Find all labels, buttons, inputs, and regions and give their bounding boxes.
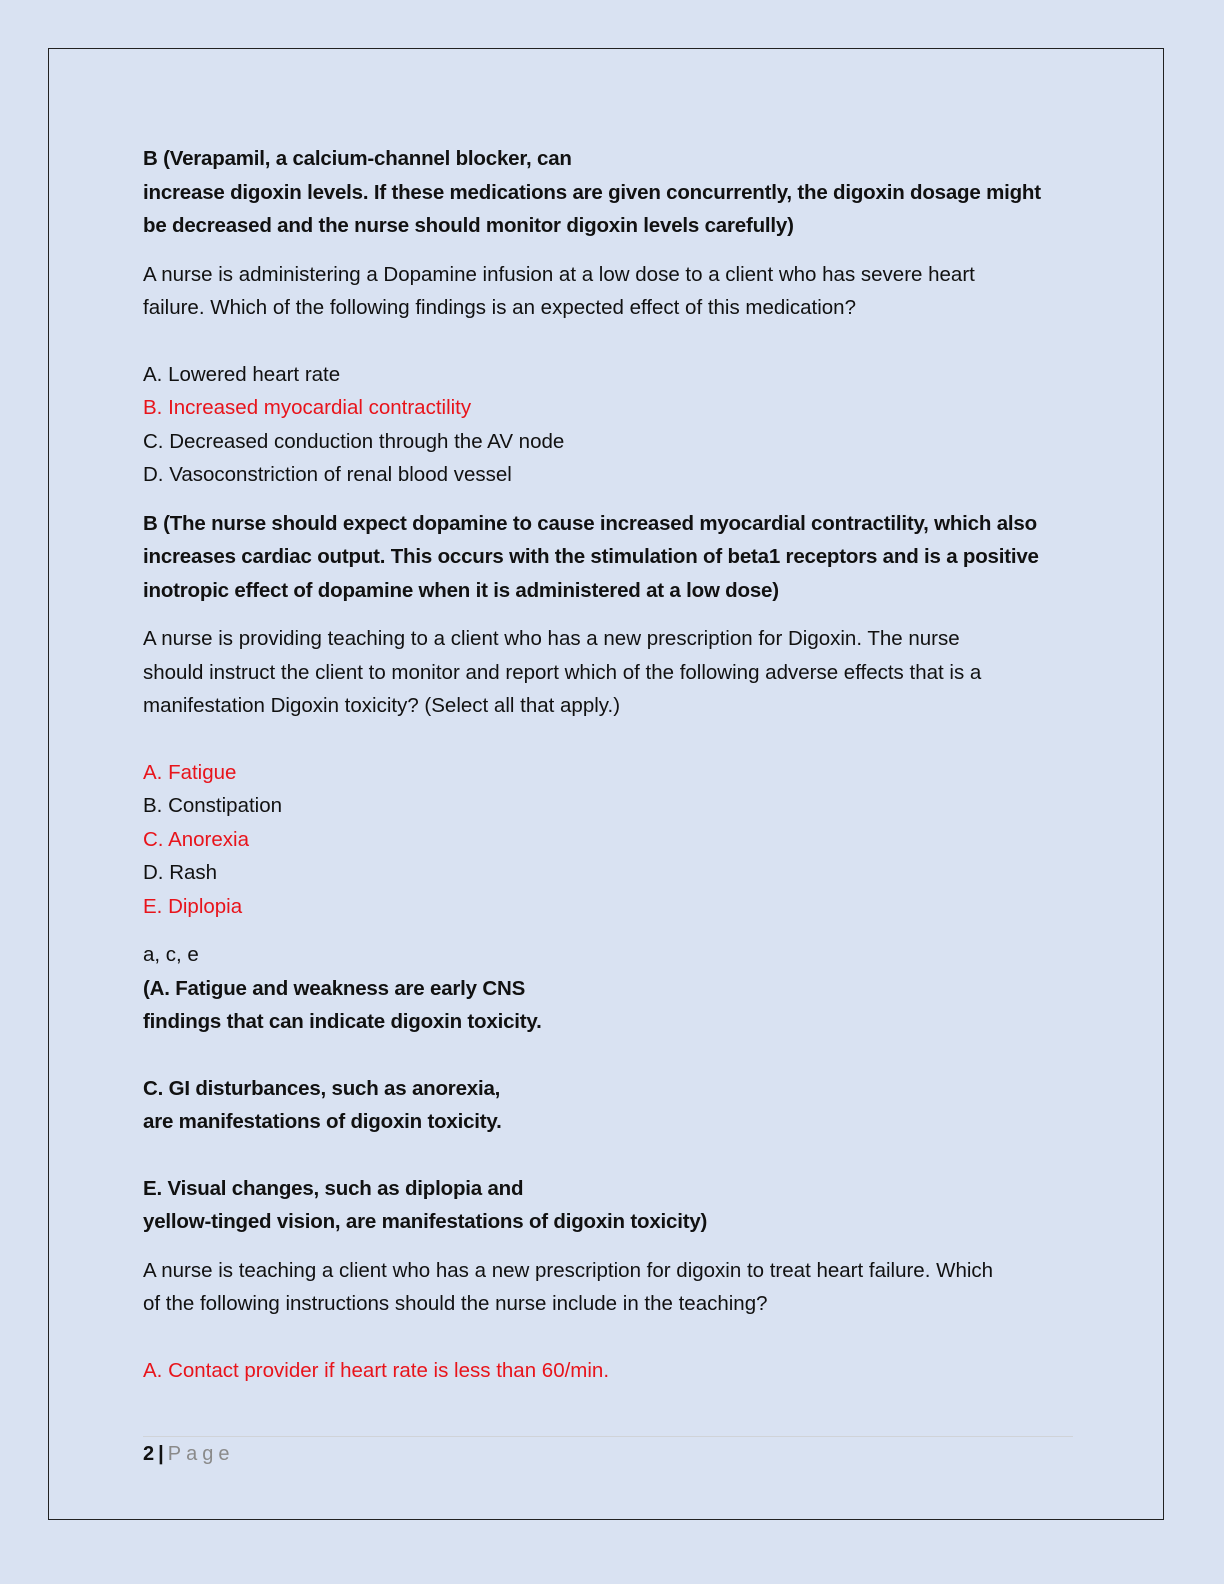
page-number: 2: [143, 1443, 155, 1465]
rationale-line: B (The nurse should expect dopamine to cause increased myocardial contractility, which also: [143, 511, 1037, 535]
question-1: [143, 258, 1075, 325]
question-text-line: A nurse is teaching a client who has a new prescription for digoxin to treat heart failure. Which: [143, 1258, 994, 1282]
option-e-correct: E. Diplopia: [143, 894, 243, 918]
question-1-options: [143, 358, 1075, 492]
question-1-rationale: [143, 507, 1075, 608]
question-3: [143, 1254, 1075, 1321]
rationale-line: (A. Fatigue and weakness are early CNS: [143, 976, 526, 1000]
option-c: C. Decreased conduction through the AV node: [143, 429, 565, 453]
rationale-line: inotropic effect of dopamine when it is administered at a low dose): [143, 578, 779, 602]
option-d: D. Rash: [143, 861, 218, 884]
option-a-correct: A. Fatigue: [143, 760, 237, 784]
question-2-options: [143, 756, 1075, 924]
option-a-correct: A. Contact provider if heart rate is less than 60/min.: [143, 1358, 610, 1382]
option-b: B. Constipation: [143, 794, 283, 817]
question-2-rationale: [143, 972, 1075, 1239]
rationale-line: C. GI disturbances, such as anorexia,: [143, 1076, 501, 1100]
rationale-line: be decreased and the nurse should monitor digoxin levels carefully): [143, 214, 794, 237]
question-text-line: A nurse is providing teaching to a client who has a new prescription for Digoxin. The nurse: [143, 627, 960, 650]
question-text-line: A nurse is administering a Dopamine infusion at a low dose to a client who has severe heart: [143, 262, 975, 286]
page-footer: [143, 1436, 1073, 1469]
footer-separator: |: [158, 1443, 164, 1465]
page-content: [143, 142, 1075, 1387]
answer-key: a, c, e: [143, 943, 199, 966]
option-c-correct: C. Anorexia: [143, 827, 249, 851]
question-3-options: [143, 1354, 1075, 1388]
previous-answer-rationale: [143, 142, 1075, 243]
rationale-line: findings that can indicate digoxin toxicity.: [143, 1010, 542, 1033]
question-text-line: manifestation Digoxin toxicity? (Select all that apply.): [143, 694, 621, 717]
question-text-line: of the following instructions should the nurse include in the teaching?: [143, 1292, 768, 1315]
rationale-line: B (Verapamil, a calcium-channel blocker, can: [143, 147, 572, 170]
option-b-correct: B. Increased myocardial contractility: [143, 396, 472, 419]
question-2: [143, 622, 1075, 723]
option-a: A. Lowered heart rate: [143, 362, 341, 386]
rationale-line: yellow-tinged vision, are manifestations of digoxin toxicity): [143, 1210, 708, 1233]
page-label: Page: [167, 1443, 235, 1465]
rationale-line: increase digoxin levels. If these medications are given concurrently, the digoxin dosage might: [143, 180, 1041, 204]
question-text-line: should instruct the client to monitor and report which of the following adverse effects that is a: [143, 660, 982, 684]
rationale-line: E. Visual changes, such as diplopia and: [143, 1176, 524, 1200]
rationale-line: increases cardiac output. This occurs with the stimulation of beta1 receptors and is a positive: [143, 545, 1039, 568]
option-d: D. Vasoconstriction of renal blood vessel: [143, 463, 512, 486]
question-text-line: failure. Which of the following findings is an expected effect of this medication?: [143, 296, 856, 319]
rationale-line: are manifestations of digoxin toxicity.: [143, 1110, 502, 1133]
